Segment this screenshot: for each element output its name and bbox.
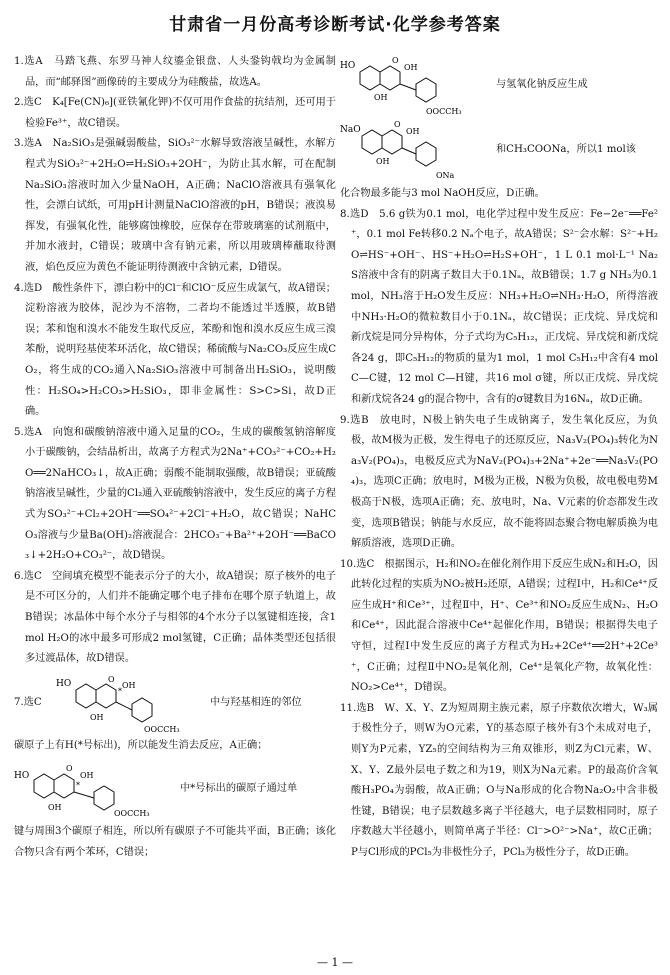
answer-7-continued-row-1 [340,54,658,116]
svg-text:HO: HO [340,61,356,71]
svg-text:OOCCH₃: OOCCH₃ [114,809,150,819]
svg-text:OOCCH₃: OOCCH₃ [426,107,462,116]
answer-9: 9.选B 放电时，N极上钠失电子生成钠离子，发生氧化反应，为负极，故M极为正极，发生得电子的还原反应，Na₃V₂(PO₄)₃转化为Na₃V₂(PO₄)₃，电极反应式为NaV₂(PO₄)₃+2Na⁺+2e⁻══Na₃V₂(PO₄)₃，选项C正确；放电时，M极为正极，N极为负极，故电极电势M极高于N极，选项A正确；充、放电时，Na、V元素的价态都发生改变，选项B错误；钠能与水反应，故不能将固态聚合物电解质换为电解质溶液，选项D正确。 [340,414,658,550]
answer-6: 6.选C 空间填充模型不能表示分子的大小，故A错误；原子核外的电子是不可区分的，人们并不能确定哪个电子排布在哪个原子轨道上，故B错误；冰晶体中每个水分子与相邻的4个水分子以氢键相连接，含1 mol H₂O的冰中最多可形成2 mol氢键，C正确；晶体类型还包括很多过渡晶体，故D错误。 [14,570,336,665]
molecule-structure-1 [54,672,204,734]
answer-4: 4.选D 酸性条件下，漂白粉中的Cl⁻和ClO⁻反应生成氯气，故A错误；淀粉溶液为胶体，泥沙为不溶物，二者均不能透过半透膜，故B错误；苯和饱和溴水不能发生取代反应，苯酚和饱和溴水反应生成三溴苯酚，说明羟基使苯环活化，故C错误；稀硫酸与Na₂CO₃反应生成CO₂，将生成的CO₂通入Na₂SiO₃溶液中可制备出H₂SiO₃，说明酸性：H₂SO₄>H₂CO₃>H₂SiO₃，即非金属性：S>C>Si，故D正确。 [14,282,336,418]
svg-text:O: O [394,120,401,129]
answer-11: 11.选B W、X、Y、Z为短周期主族元素，原子序数依次增大，W₃属于极性分子，则W为O元素，Y的基态原子核外有3个未成对电子，则Y为P元素，YZ₅的空间结构为三角双锥形，则Z为Cl元素，W、X、Y、Z最外层电子数之和为19，则X为Na元素。P的最高价含氧酸H₃PO₄为弱酸，故A正确；O与Na形成的化合物Na₂O₂中含非极性键，B错误；电子层数越多离子半径越大，电子层数相同时，原子序数越大半径越小，则简单离子半径：Cl⁻>O²⁻>Na⁺，故C正确；P与Cl形成的PCl₅为非极性分子，PCl₃为极性分子，故D正确。 [340,702,658,858]
svg-text:OH: OH [406,127,420,136]
answer-7-intro: 7.选C [14,696,42,708]
answer-7-continued-row-2 [340,118,658,182]
svg-text:NaO: NaO [340,125,361,135]
svg-text:*: * [118,686,122,696]
answer-7-text-4: 和CH₃COONa，所以1 mol该 [496,143,636,155]
svg-text:O: O [108,674,115,684]
svg-text:OH: OH [374,93,388,102]
svg-text:HO: HO [14,771,30,782]
answer-7-line-3: 键与周围3个碳原子相连，所以所有碳原子不可能共平面，B正确；该化合物只含有两个苯环，C错误； [14,826,336,858]
left-column [14,52,336,864]
answer-7-text-2: 中*号标出的碳原子通过单 [180,783,298,795]
svg-text:OH: OH [122,680,136,690]
molecule-structure-3 [340,54,490,116]
answer-3: 3.选A Na₂SiO₃是强碱弱酸盐，SiO₃²⁻水解导致溶液呈碱性，水解方程式为SiO₃²⁻+2H₂O⇌H₂SiO₃+2OH⁻，为防止其水解，可在配制Na₂SiO₃溶液时加入少量NaOH，A正确；NaClO溶液具有强氧化性，会漂白试纸，可用pH计测量NaClO溶液的pH，B错误；液溴易挥发，有强氧化性，能够腐蚀橡胶，应保存在带玻璃塞的试剂瓶中，并加水液封，C错误；玻璃中含有钠元素，所以用玻璃棒蘸取待测液，焰色反应为黄色不能证明待测液中含钠元素，D错误。 [14,138,336,273]
svg-text:OH: OH [404,63,418,72]
answer-7-row-1 [14,672,336,734]
molecule-structure-4 [340,118,490,182]
page-number: — 1 — [317,956,353,969]
svg-text:O: O [66,764,73,774]
svg-text:ONa: ONa [436,171,455,180]
right-column [340,52,658,864]
svg-text:O: O [392,56,399,65]
svg-text:*: * [76,781,80,791]
answer-1: 1.选A 马踏飞燕、东罗马神人纹鎏金银盘、人头銎钩戟均为金属制品，而“邮驿图”画像砖的主要成分为硅酸盐，故选A。 [14,56,336,88]
page-title: 甘肃省一月份高考诊断考试·化学参考答案 [169,15,501,35]
answer-5: 5.选A 向饱和碳酸钠溶液中通入足量的CO₂，生成的碳酸氢钠溶解度小于碳酸钠，会结晶析出，故离子方程式为2Na⁺+CO₃²⁻+CO₂+H₂O══2NaHCO₃↓，故A正确；弱酸不能制取强酸，故B错误；亚硫酸钠溶液呈碱性，少量的Cl₂通入亚硫酸钠溶液中，发生反应的离子方程式为SO₃²⁻+Cl₂+2OH⁻══SO₄²⁻+2Cl⁻+H₂O，故C错误；NaHCO₃溶液与少量Ba(OH)₂溶液混合：2HCO₃⁻+Ba²⁺+2OH⁻══BaCO₃↓+2H₂O+CO₃²⁻，故D错误。 [14,426,336,562]
svg-text:OH: OH [48,803,62,813]
answer-8: 8.选D 5.6 g铁为0.1 mol，电化学过程中发生反应：Fe−2e⁻══Fe²⁺，0.1 mol Fe转移0.2 Nₐ个电子，故A错误；S²⁻会水解：S²⁻+H₂O⇌HS⁻+OH⁻、HS⁻+H₂O⇌H₂S+OH⁻，1 L 0.1 mol·L⁻¹ Na₂S溶液中含有的阴离子数目大于0.1Nₐ，故B错误；1.7 g NH₃为0.1 mol，NH₃溶于H₂O发生反应：NH₃+H₂O⇌NH₃·H₂O，所得溶液中NH₃·H₂O的微粒数目小于0.1Nₐ，故C错误；正戊烷、异戊烷和新戊烷是同分异构体，分子式均为C₅H₁₂，正戊烷、异戊烷和新戊烷各24 g，即C₅H₁₂的物质的量为1 mol，1 mol C₅H₁₂中含有4 mol C—C键，12 mol C—H键，共16 mol σ键，所以正戊烷、异戊烷和新戊烷各24 g的混合物中，含有的σ键数目为16Nₐ，故D正确。 [340,208,658,405]
svg-text:HO: HO [56,678,72,689]
molecule-structure-2 [14,758,174,820]
answer-7-text-3: 与氢氧化钠反应生成 [496,78,588,90]
answer-7-end: 化合物最多能与3 mol NaOH反应，D正确。 [340,188,545,199]
answer-10: 10.选C 根据图示，H₂和NO₂在催化剂作用下反应生成N₂和H₂O，因此转化过程的实质为NO₂被H₂还原，A错误；过程Ⅰ中，H₂和Ce⁴⁺反应生成H⁺和Ce³⁺，过程Ⅱ中，H⁺、Ce³⁺和NO₂反应生成N₂、H₂O和Ce⁴⁺，因此混合溶液中Ce⁴⁺起催化作用，B错误；根据得失电子守恒，过程Ⅰ中发生反应的离子方程式为H₂+2Ce⁴⁺══2H⁺+2Ce³⁺，C正确；过程Ⅱ中NO₂是氧化剂，Ce⁴⁺是氧化产物，故氧化性：NO₂>Ce⁴⁺，D错误。 [340,558,658,694]
answer-7-row-2 [14,758,336,820]
svg-text:OOCCH₃: OOCCH₃ [144,724,180,734]
svg-text:OH: OH [90,712,104,722]
svg-text:OH: OH [80,771,94,781]
answer-7-text-1: 中与羟基相连的邻位 [210,696,302,708]
answer-7-line-2: 碳原子上有H(*号标出)，所以能发生消去反应，A正确； [14,739,268,751]
svg-text:OH: OH [376,157,390,166]
answer-2: 2.选C K₄[Fe(CN)₆](亚铁氰化钾)不仅可用作食盐的抗结剂，还可用于检验Fe³⁺，故C错误。 [14,97,336,129]
